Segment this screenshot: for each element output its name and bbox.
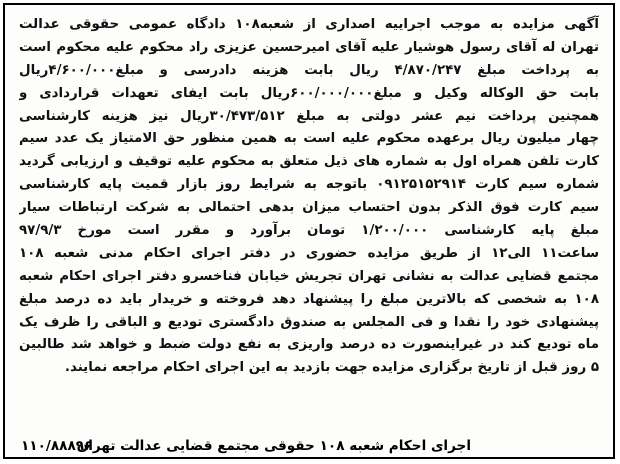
- notice-line: مجتمع قضایی عدالت به نشانی تهران تجریش خیابان فناخسرو دفتر اجرای احکام شعبه: [19, 268, 599, 284]
- notice-line: ساعت۱۱ الی۱۲ از طریق مزایده حضوری در دفتر اجرای احکام مدنی شعبه ۱۰۸: [19, 245, 599, 261]
- notice-line: مبلغ پایه کارشناسی ۱/۲۰۰/۰۰۰ تومان برآورد و مقرر است مورخ ۹۷/۹/۳: [19, 223, 599, 239]
- reference-code: ۱۱۰/۸۸۸۹۶: [21, 438, 93, 454]
- notice-line: پیشنهادی خود را نقدا و فی المجلس به صندوق دادگستری تودیع و الباقی را ظرف یک: [19, 314, 599, 330]
- notice-line: شماره سیم کارت ۰۹۱۲۵۱۵۲۹۱۴ باتوجه به شرایط روز بازار قمیت پایه کارشناسی: [19, 177, 599, 193]
- notice-line: کارت تلفن همراه اول به شماره های ذیل متعلق به محکوم علیه توقیف و ارزیابی گردید: [19, 154, 599, 170]
- notice-line: ۵ روز قبل از تاریخ برگزاری مزایده جهت بازدید به این اجرای احکام مراجعه نمایند.: [64, 360, 599, 376]
- notice-line: به پرداخت مبلغ ۴/۸۷۰/۲۴۷ ریال بابت هزینه دادرسی و مبلغ۴/۶۰۰/۰۰۰ریال: [19, 62, 599, 78]
- issuer-signature: اجرای احکام شعبه ۱۰۸ حقوقی مجتمع قضایی عدالت تهران: [76, 438, 471, 454]
- notice-footer: [19, 435, 599, 457]
- notice-line: ۱۰۸ به شخصی که بالاترین مبلغ را پیشنهاد دهد فروخته و خریدار باید ده درصد مبلغ: [19, 291, 599, 307]
- notice-line: همچنین پرداخت نیم عشر دولتی به مبلغ ۳۰/۴۷۳/۵۱۲ریال نیز هزینه کارشناسی: [19, 108, 599, 124]
- notice-body: [19, 14, 599, 380]
- notice-line: تهران له آقای رسول هوشیار علیه آقای امیرحسین عزیزی راد محکوم علیه محکوم است: [19, 39, 599, 55]
- notice-line: بابت حق الوکاله وکیل و مبلغ۶۰۰/۰۰۰/۰۰۰ریال بابت ایفای تعهدات قراردادی و: [19, 85, 599, 101]
- auction-notice: [3, 3, 615, 459]
- notice-line: سیم کارت فوق الذکر بدون احتساب میزان بدهی احتمالی به شرکت ارتباطات سیار: [19, 200, 599, 216]
- notice-line: آگهی مزایده به موجب اجراییه اصداری از شعبه۱۰۸ دادگاه عمومی حقوقی عدالت: [19, 17, 599, 32]
- notice-line: چهار میلیون ریال برعهده محکوم علیه است به همین منظور حق الامتیاز یک عدد سیم: [19, 131, 599, 147]
- notice-line: ماه تودیع کند در غیراینصورت ده درصد واریزی به نفع دولت ضبط و خواهد شد طالبین: [19, 337, 599, 353]
